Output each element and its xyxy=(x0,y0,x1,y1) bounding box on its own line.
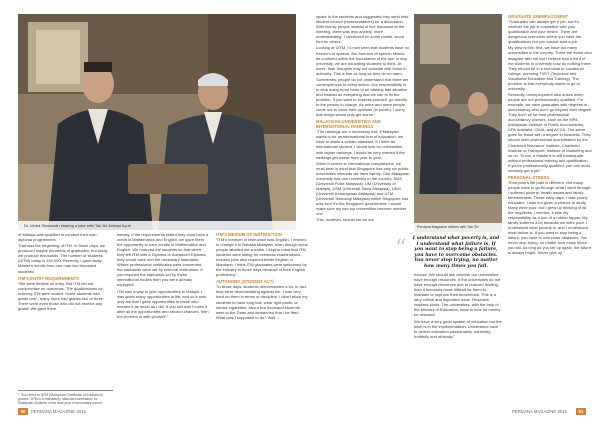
col4-para-1: spoke to the students and suggested they send their student council (representatives) for a discussion. With twenty people instead of five thousand at the meeting, there was less anxiety, more understanding. I convinced on some points, stood firm on others. xyxy=(316,14,409,45)
side-photo-caption: Perdana Magazine editors with Tan Sri xyxy=(414,223,502,232)
col3-heading-2: AUTONOMY (STUDENT ACT) xyxy=(216,279,274,285)
column-1 xyxy=(18,232,110,312)
page-number-left: 50 xyxy=(18,408,28,415)
col6-para-2: My view is this: first, we have too many universities in the country. There are those who disagree with me but I believe that a third of the students in university now do nothing there. They should be in a technical or vocational college, pursuing TVET (Technical and Vocational Education and Training). The problem is that everybody wants to go to university. xyxy=(508,45,592,91)
side-photo-image xyxy=(414,14,502,232)
col3-heading: ITM'S MEDIUM OF INSTRUCTION xyxy=(216,232,282,237)
col1-para-3: "We were flexible on entry. But ITM did not compromise on outcomes. The qualifications for entering ITM were scaled. Some students had grade one*, many more had grades two or three. There were even those who did not receive any grade! We gave them xyxy=(18,280,105,311)
col4-para-2: Looking at UiTM, I'd now seen that students have no freedom of speech. But freedom of speech should be confined within the boundaries of the law. In any university, we are educating students to think. At times, their thoughts may not coincide with those in authority. This is fine as long as they do no harm. xyxy=(316,45,410,76)
col6-para-3: Secondly, unemployment also arises when people are not professionally qualified. For example, we have graduates with degrees in accountancy who don't go beyond their degree. They don't sit for their professional accountancy courses, such as the MPA (Malaysian Institute of Public Accountants), CPA Australia, CIMA, and ACCA. The same goes for those with a degree in business. They should seek professional accreditation by the Chartered Insurance Institute, Chartered Institute of Transport, Institute of Marketing and so on. To me, a Master's is still inadequate without professional training and qualification. If you're professionally qualified, you can most certainly get a job." xyxy=(508,92,592,173)
quote-mark-icon: “ xyxy=(395,236,407,261)
footer-left-title: PERDANA MAGAZINE 2016 xyxy=(31,409,86,414)
side-photo xyxy=(414,14,502,232)
pull-quote: I understand what poverty is, and I understand what failure is. If you want to stop being a failure, you have to overcome obstacles. You never stop trying, no matter how many times you fail. xyxy=(412,236,500,269)
photo-image xyxy=(18,14,296,230)
col5-para-2: We have a very good system of education but the hitch is in the implementation. Universities have to deliver education passionately, earnestly, truthfully and ethically." xyxy=(414,318,502,339)
col6-para-4: "Everyone's life path is different. Not many people have to go through what I went through. I suffered poverty, health issues and family bereavement. Those early days, I was poorly educated. I was not given a chance to study. Many were poor, but I grew up thinking of all the negatives. I worried, it was my responsibility as a son of a rubber tapper. My family suffered a lot because we were poor. I understand what poverty is, and I understand what failure is. If you want to stop being a failure, you have to overcome obstacles. You never stop trying, no matter how many times you fail. As long as you set up again, the future is always bright. Never give up." xyxy=(508,179,592,256)
col6-heading-2: PERSONAL STRESS xyxy=(508,174,550,180)
col4-para-6: This, however, should not be our xyxy=(316,217,374,223)
col4-para-5: When it comes to international comparisons, we must bear in mind that Singapore has only six public universities whereas we have twenty. One Malaysian university has one university in the country: NUS (Universiti Putra Malaysia), UM (University of Malaya), USM (Universiti Sains Malaysia), UKM (Universiti Kebangsaan Malaysia) and UTM (Universiti Teknologi Malaysia) within Singapore has only two! It's the Singapore government; I would make sure my two top universities become number one. xyxy=(316,160,410,217)
column-2 xyxy=(117,232,209,320)
col6-heading: GRADUATE UNEMPLOYMENT xyxy=(508,14,569,19)
col2-para-2: ITM was a way to give opportunities to Malays. I was given many opportunities in life, and so it was only fair that I gave opportunities to those who needed it as much as I did. If you still didn't make it after all the opportunities and second chances, then the problem is with yourself." xyxy=(117,288,209,319)
col3-para-1: "ITM's medium of instruction was English. I refused to change it to Bahasa Malaysia, even though some people labelled me a traitor. I kept in mind that ITM students were sitting for overseas examinations. Industry jobs also required better English or Mandarin. I think ITM graduates were welcomed by the industry in those days because of their English proficiency." xyxy=(216,237,308,278)
footnote: * This refers to SPM (Malaysian Certificate of Education) grades. SPM is a mandatory national examination for Malaysian students in the final year of secondary school. xyxy=(18,390,113,405)
column-5 xyxy=(414,272,502,340)
column-6 xyxy=(508,14,592,257)
col2-para-1: leeway. If the requirements stated they must have a credit in Mathematics and English, we gave them the opportunity to earn credits in Mathematics and English. We nurtured the students so that when they left ITM with a Diploma or Advanced Diploma, they would have met the necessary standards. Where professional certificates were concerned, the standards were set by external institutions. If you reached the standards set by these international bodies then you were already equipped. xyxy=(117,232,209,288)
column-3 xyxy=(216,232,308,321)
main-photo-caption: Dr. Mohd Shahrudin sharing a joke with Tan Sri Arshad Ayub xyxy=(18,221,296,230)
footer-right-title: PERDANA MAGAZINE 2016 xyxy=(512,409,567,414)
column-4 xyxy=(316,14,410,224)
col6-para-1: "Graduates can always get a job, but it's whether the job is consistent with your qualification and your desire. There are dangerous scenarios where you have the qualifications but you cannot land a job. xyxy=(508,19,582,45)
col3-para-2: "In those days, students demonstrated a lot. In fact, they were demonstrating against me. I was very hard on them in terms of discipline. I didn't allow my students to have long hair, wear tight pants, or smoke cigarettes. About five thousand students went to the Dean and demanded that I be fired. What was I supposed to do? Well, I xyxy=(216,284,308,320)
col1-para-1: of Malaya was qualified to conduct their own diploma programmes. xyxy=(18,232,97,243)
col1-heading: ITM'S ENTRY REQUIREMENTS xyxy=(18,275,80,281)
col4-para-3: Sometimes, people do not understand that there are consequences to every action. Our responsibility is to stop doing more harm to an already bad situation and instead do everything that we can to fix the problem. If you want to express yourself, go directly to the person in charge. As more and more people come out to voice their opinions (in public), I worry that things would only get worse." xyxy=(316,76,409,118)
col1-para-2: That was the beginning of ITM. In those days, we produced maybe hundreds of graduates, but today we produce thousands. The number of students (UiTM) today is 160,000. Recently, I gave away Master's scrolls from one man two thousand students! xyxy=(18,243,108,274)
col5-para-1: excuse. We should ask whether our universities have enough resources. If the universities do not have enough resources due to reduced funding, then it becomes more difficult for them to maintain or improve their benchmark. This is a very critical and important issue. Research requires funds. The universities, with the help of the Ministry of Education, have to look for money for research. xyxy=(414,272,501,318)
col4-para-4: "The rankings are a necessary evil. If Malaysia wants to be an international hub of education, we have to attain a certain standard. If I were an international student, I would look for universities with higher rankings. I would be very worried if the rankings get worse from year to year. xyxy=(316,129,405,160)
col4-heading: MALAYSIAN UNIVERSITIES AND INTERNATIONAL RANKINGS xyxy=(316,119,381,130)
page-number-right: 51 xyxy=(576,408,586,415)
main-photo xyxy=(18,14,296,230)
